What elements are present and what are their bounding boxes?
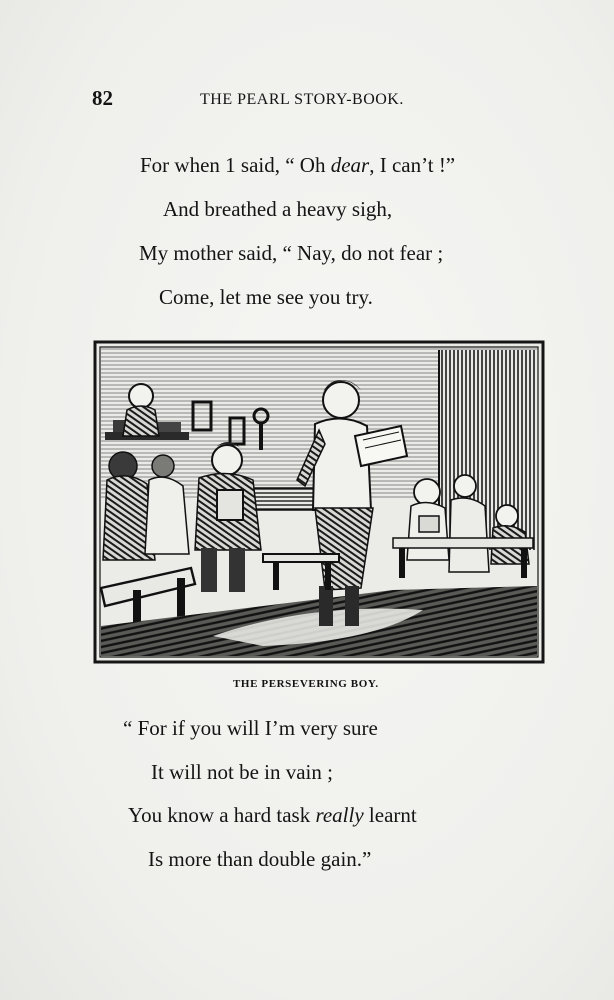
woodcut-illustration (93, 340, 545, 664)
verse-line: And breathed a heavy sigh, (163, 197, 393, 221)
page-number: 82 (92, 86, 113, 110)
verse-line: Is more than double gain.” (148, 847, 372, 871)
verse-line: Come, let me see you try. (159, 285, 373, 309)
book (217, 490, 243, 520)
illustration-caption: THE PERSEVERING BOY. (233, 678, 379, 690)
verse-line: It will not be in vain ; (151, 760, 333, 784)
verse-line: You know a hard task really learnt (128, 803, 417, 827)
running-title: THE PEARL STORY-BOOK. (200, 91, 404, 108)
verse-line: For when 1 said, “ Oh dear, I can’t !” (140, 153, 456, 177)
verse-line: “ For if you will I’m very sure (123, 716, 378, 740)
verse-line: My mother said, “ Nay, do not fear ; (139, 241, 444, 265)
